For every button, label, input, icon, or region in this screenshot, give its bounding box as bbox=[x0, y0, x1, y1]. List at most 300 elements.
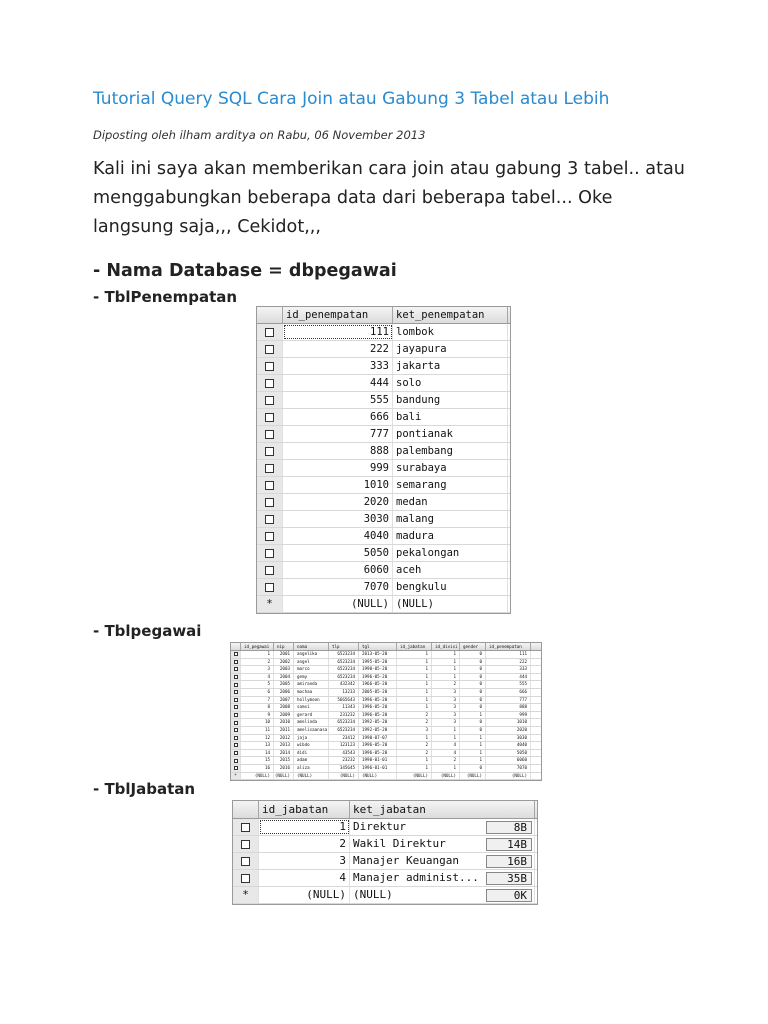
table-row bbox=[233, 836, 537, 853]
checkbox-square-icon bbox=[265, 515, 274, 524]
cell-nama[interactable]: hollymoon bbox=[294, 697, 329, 704]
cell-id-jabatan[interactable]: 2 bbox=[397, 750, 432, 757]
cell-nip[interactable]: 2010 bbox=[274, 719, 294, 726]
cell-nip[interactable]: 2007 bbox=[274, 697, 294, 704]
cell-tlp[interactable]: 6523234 bbox=[329, 659, 359, 666]
tbljabatan-grid bbox=[232, 800, 538, 905]
cell-id-divisi[interactable]: 2 bbox=[432, 757, 460, 764]
table-row bbox=[233, 870, 537, 887]
ket-jabatan-text: Manajer Keuangan bbox=[353, 854, 459, 867]
cell-tgl[interactable]: 1996-05-20 bbox=[359, 742, 397, 749]
row-selector[interactable] bbox=[231, 651, 241, 658]
cell-tlp[interactable]: 11343 bbox=[329, 704, 359, 711]
cell-tlp[interactable]: 6523234 bbox=[329, 651, 359, 658]
cell-nama[interactable]: marco bbox=[294, 666, 329, 673]
row-selector[interactable] bbox=[231, 735, 241, 742]
cell-id-pegawai[interactable]: 13 bbox=[241, 742, 274, 749]
cell-id-divisi[interactable]: (NULL) bbox=[432, 773, 460, 780]
cell-id-jabatan[interactable]: 1 bbox=[397, 666, 432, 673]
cell-id-jabatan[interactable]: 3 bbox=[259, 853, 350, 869]
table-row bbox=[233, 887, 537, 904]
post-meta: Diposting oleh ilham arditya on Rabu, 06 November 2013 bbox=[93, 128, 426, 142]
row-selector[interactable] bbox=[231, 666, 241, 673]
cell-id-divisi[interactable]: 3 bbox=[432, 719, 460, 726]
row-selector[interactable] bbox=[231, 697, 241, 704]
checkbox-square-icon bbox=[234, 660, 238, 664]
row-selector[interactable] bbox=[231, 750, 241, 757]
cell-tlp[interactable]: 6523234 bbox=[329, 719, 359, 726]
cell-id-penempatan[interactable]: (NULL) bbox=[283, 596, 393, 612]
cell-nama[interactable]: (NULL) bbox=[294, 773, 329, 780]
row-selector[interactable] bbox=[257, 562, 283, 578]
asterisk-icon: * bbox=[242, 888, 249, 901]
cell-id-penempatan[interactable]: 777 bbox=[486, 697, 531, 704]
cell-id-divisi[interactable]: 4 bbox=[432, 742, 460, 749]
cell-tlp[interactable]: 432342 bbox=[329, 681, 359, 688]
checkbox-square-icon bbox=[265, 413, 274, 422]
row-selector[interactable] bbox=[257, 545, 283, 561]
cell-id-jabatan[interactable]: 1 bbox=[397, 757, 432, 764]
cell-nama[interactable]: jaja bbox=[294, 735, 329, 742]
column-header[interactable]: id_penempatan bbox=[486, 643, 531, 650]
cell-id-penempatan[interactable]: 666 bbox=[486, 689, 531, 696]
checkbox-square-icon bbox=[234, 736, 238, 740]
table-row bbox=[231, 750, 541, 758]
row-selector[interactable] bbox=[257, 324, 283, 340]
cell-id-divisi[interactable]: 2 bbox=[432, 681, 460, 688]
cell-gender[interactable]: 0 bbox=[460, 704, 486, 711]
cell-id-penempatan[interactable]: 222 bbox=[283, 341, 393, 357]
cell-id-jabatan[interactable]: 1 bbox=[397, 704, 432, 711]
cell-id-penempatan[interactable]: (NULL) bbox=[486, 773, 531, 780]
cell-id-pegawai[interactable]: 11 bbox=[241, 727, 274, 734]
cell-id-jabatan[interactable]: (NULL) bbox=[259, 887, 350, 903]
new-row-marker[interactable] bbox=[257, 596, 283, 612]
new-row-marker[interactable] bbox=[233, 887, 259, 903]
ket-jabatan-text: Manajer administ... bbox=[353, 871, 479, 884]
cell-id-jabatan[interactable]: 1 bbox=[397, 765, 432, 772]
cell-gender[interactable]: (NULL) bbox=[460, 773, 486, 780]
cell-tlp[interactable]: 13233 bbox=[329, 689, 359, 696]
cell-id-penempatan[interactable]: 4040 bbox=[486, 742, 531, 749]
column-header[interactable]: tlp bbox=[329, 643, 359, 650]
row-selector[interactable] bbox=[257, 477, 283, 493]
cell-gender[interactable]: 0 bbox=[460, 666, 486, 673]
cell-id-jabatan[interactable]: 1 bbox=[397, 674, 432, 681]
cell-id-divisi[interactable]: 1 bbox=[432, 765, 460, 772]
cell-tgl[interactable]: 1990-07-07 bbox=[359, 735, 397, 742]
cell-nip[interactable]: 2013 bbox=[274, 742, 294, 749]
cell-id-pegawai[interactable]: 9 bbox=[241, 712, 274, 719]
column-header[interactable]: id_pegawai bbox=[241, 643, 274, 650]
cell-id-pegawai[interactable]: 10 bbox=[241, 719, 274, 726]
cell-gender[interactable]: 1 bbox=[460, 712, 486, 719]
checkbox-square-icon bbox=[265, 549, 274, 558]
cell-id-divisi[interactable]: 1 bbox=[432, 674, 460, 681]
cell-ket-jabatan[interactable] bbox=[350, 870, 535, 886]
tblpenempatan-grid bbox=[256, 306, 511, 614]
row-selector[interactable] bbox=[257, 375, 283, 391]
cell-id-jabatan[interactable]: 1 bbox=[259, 819, 350, 835]
cell-ket-penempatan[interactable]: medan bbox=[393, 494, 508, 510]
row-selector[interactable] bbox=[231, 712, 241, 719]
cell-id-jabatan[interactable]: 1 bbox=[397, 689, 432, 696]
tbljabatan-heading: - TblJabatan bbox=[93, 780, 196, 798]
cell-id-divisi[interactable]: 1 bbox=[432, 735, 460, 742]
cell-tlp[interactable]: 123123 bbox=[329, 742, 359, 749]
cell-id-penempatan[interactable]: 555 bbox=[283, 392, 393, 408]
cell-gender[interactable]: 1 bbox=[460, 750, 486, 757]
column-header[interactable]: ket_jabatan bbox=[350, 801, 535, 818]
cell-id-penempatan[interactable]: 666 bbox=[283, 409, 393, 425]
cell-id-jabatan[interactable]: 3 bbox=[397, 727, 432, 734]
cell-ket-penempatan[interactable]: madura bbox=[393, 528, 508, 544]
cell-id-penempatan[interactable]: 2020 bbox=[283, 494, 393, 510]
row-selector[interactable] bbox=[257, 358, 283, 374]
cell-id-penempatan[interactable]: 6060 bbox=[486, 757, 531, 764]
cell-nama[interactable]: mochaa bbox=[294, 689, 329, 696]
cell-tlp[interactable]: 6523234 bbox=[329, 727, 359, 734]
cell-ket-penempatan[interactable]: bandung bbox=[393, 392, 508, 408]
cell-id-penempatan[interactable]: 444 bbox=[283, 375, 393, 391]
checkbox-square-icon bbox=[234, 675, 238, 679]
checkbox-square-icon bbox=[234, 759, 238, 763]
cell-id-penempatan[interactable]: 5050 bbox=[283, 545, 393, 561]
cell-gender[interactable]: 0 bbox=[460, 651, 486, 658]
cell-id-pegawai[interactable]: 15 bbox=[241, 757, 274, 764]
cell-nip[interactable]: 2002 bbox=[274, 659, 294, 666]
checkbox-square-icon bbox=[234, 690, 238, 694]
cell-nip[interactable]: 2014 bbox=[274, 750, 294, 757]
row-selector[interactable] bbox=[231, 742, 241, 749]
cell-id-pegawai[interactable]: 14 bbox=[241, 750, 274, 757]
column-header[interactable]: id_jabatan bbox=[397, 643, 432, 650]
cell-id-pegawai[interactable]: 1 bbox=[241, 651, 274, 658]
cell-id-penempatan[interactable]: 1010 bbox=[283, 477, 393, 493]
cell-id-divisi[interactable]: 3 bbox=[432, 689, 460, 696]
cell-id-pegawai[interactable]: 5 bbox=[241, 681, 274, 688]
cell-ket-penempatan[interactable]: (NULL) bbox=[393, 596, 508, 612]
cell-nama[interactable]: amelinda bbox=[294, 719, 329, 726]
cell-ket-penempatan[interactable]: bengkulu bbox=[393, 579, 508, 595]
cell-id-pegawai[interactable]: 8 bbox=[241, 704, 274, 711]
cell-tlp[interactable]: 6523234 bbox=[329, 666, 359, 673]
cell-ket-penempatan[interactable]: lombok bbox=[393, 324, 508, 340]
cell-nama[interactable]: amelisaanasa bbox=[294, 727, 329, 734]
cell-id-jabatan[interactable]: 4 bbox=[259, 870, 350, 886]
row-selector[interactable] bbox=[233, 870, 259, 886]
row-selector[interactable] bbox=[231, 689, 241, 696]
checkbox-square-icon bbox=[234, 667, 238, 671]
cell-id-jabatan[interactable]: 2 bbox=[259, 836, 350, 852]
cell-nip[interactable]: 2001 bbox=[274, 651, 294, 658]
cell-nama[interactable]: didi bbox=[294, 750, 329, 757]
cell-id-divisi[interactable]: 3 bbox=[432, 712, 460, 719]
cell-id-penempatan[interactable]: 888 bbox=[486, 704, 531, 711]
table-row bbox=[231, 659, 541, 667]
table-row bbox=[231, 757, 541, 765]
table-row bbox=[231, 742, 541, 750]
checkbox-square-icon bbox=[265, 464, 274, 473]
checkbox-square-icon bbox=[234, 705, 238, 709]
cell-gender[interactable]: 0 bbox=[460, 719, 486, 726]
cell-nama[interactable]: adam bbox=[294, 757, 329, 764]
cell-gender[interactable]: 0 bbox=[460, 727, 486, 734]
cell-ket-penempatan[interactable]: surabaya bbox=[393, 460, 508, 476]
cell-ket-penempatan[interactable]: jakarta bbox=[393, 358, 508, 374]
table-row bbox=[257, 460, 510, 477]
cell-nip[interactable]: 2003 bbox=[274, 666, 294, 673]
row-selector[interactable] bbox=[257, 409, 283, 425]
cell-ket-penempatan[interactable]: semarang bbox=[393, 477, 508, 493]
cell-tgl[interactable]: (NULL) bbox=[359, 773, 397, 780]
cell-nip[interactable]: 2009 bbox=[274, 712, 294, 719]
cell-tgl[interactable]: 1996-05-20 bbox=[359, 674, 397, 681]
post-title-link[interactable]: Tutorial Query SQL Cara Join atau Gabung 3 Tabel atau Lebih bbox=[93, 89, 610, 109]
row-selector[interactable] bbox=[233, 853, 259, 869]
cell-ket-penempatan[interactable]: pontianak bbox=[393, 426, 508, 442]
cell-gender[interactable]: 0 bbox=[460, 659, 486, 666]
cell-tgl[interactable]: 1996-01-01 bbox=[359, 765, 397, 772]
cell-id-penempatan[interactable]: 111 bbox=[486, 651, 531, 658]
table-row bbox=[231, 727, 541, 735]
cell-nama[interactable]: gemy bbox=[294, 674, 329, 681]
cell-gender[interactable]: 0 bbox=[460, 765, 486, 772]
cell-ket-penempatan[interactable]: bali bbox=[393, 409, 508, 425]
row-selector[interactable] bbox=[257, 579, 283, 595]
cell-tgl[interactable]: 1996-05-20 bbox=[359, 697, 397, 704]
cell-nip[interactable]: 2004 bbox=[274, 674, 294, 681]
cell-ket-penempatan[interactable]: jayapura bbox=[393, 341, 508, 357]
cell-gender[interactable]: 1 bbox=[460, 735, 486, 742]
table-row bbox=[233, 853, 537, 870]
cell-ket-penempatan[interactable]: palembang bbox=[393, 443, 508, 459]
cell-id-jabatan[interactable]: 1 bbox=[397, 697, 432, 704]
cell-ket-penempatan[interactable]: solo bbox=[393, 375, 508, 391]
row-selector[interactable] bbox=[257, 460, 283, 476]
cell-ket-penempatan[interactable]: pekalongan bbox=[393, 545, 508, 561]
cell-id-penempatan[interactable]: 6060 bbox=[283, 562, 393, 578]
column-header[interactable]: ket_penempatan bbox=[393, 307, 508, 323]
row-selector[interactable] bbox=[231, 681, 241, 688]
cell-id-jabatan[interactable]: 2 bbox=[397, 712, 432, 719]
cell-tgl[interactable]: 1996-05-20 bbox=[359, 750, 397, 757]
cell-id-penempatan[interactable]: 4040 bbox=[283, 528, 393, 544]
row-selector[interactable] bbox=[257, 426, 283, 442]
column-header[interactable]: gender bbox=[460, 643, 486, 650]
grid-header bbox=[231, 643, 541, 651]
tblpegawai-grid bbox=[230, 642, 542, 781]
column-header[interactable]: id_penempatan bbox=[283, 307, 393, 323]
cell-id-penempatan[interactable]: 2020 bbox=[486, 727, 531, 734]
checkbox-square-icon bbox=[265, 447, 274, 456]
cell-id-penempatan[interactable]: 111 bbox=[283, 324, 393, 340]
cell-id-jabatan[interactable]: 1 bbox=[397, 681, 432, 688]
cell-nama[interactable]: samsi bbox=[294, 704, 329, 711]
cell-ket-jabatan[interactable] bbox=[350, 853, 535, 869]
cell-id-penempatan[interactable]: 7070 bbox=[486, 765, 531, 772]
cell-ket-jabatan[interactable] bbox=[350, 887, 535, 903]
cell-id-pegawai[interactable]: 2 bbox=[241, 659, 274, 666]
cell-tgl[interactable]: 2005-05-20 bbox=[359, 689, 397, 696]
cell-tlp[interactable]: 23232 bbox=[329, 757, 359, 764]
checkbox-square-icon bbox=[265, 430, 274, 439]
cell-nip[interactable]: 2012 bbox=[274, 735, 294, 742]
cell-nama[interactable]: aliza bbox=[294, 765, 329, 772]
table-row bbox=[231, 773, 541, 781]
cell-id-divisi[interactable]: 3 bbox=[432, 697, 460, 704]
column-header[interactable]: tgl bbox=[359, 643, 397, 650]
cell-gender[interactable]: 0 bbox=[460, 681, 486, 688]
cell-nip[interactable]: 2008 bbox=[274, 704, 294, 711]
cell-tgl[interactable]: 2013-05-20 bbox=[359, 651, 397, 658]
cell-id-jabatan[interactable]: 1 bbox=[397, 735, 432, 742]
row-selector[interactable] bbox=[231, 727, 241, 734]
cell-tlp[interactable]: (NULL) bbox=[329, 773, 359, 780]
tblpenempatan-heading: - TblPenempatan bbox=[93, 288, 238, 306]
cell-id-penempatan[interactable]: 222 bbox=[486, 659, 531, 666]
table-row bbox=[231, 674, 541, 682]
cell-nip[interactable]: (NULL) bbox=[274, 773, 294, 780]
cell-id-divisi[interactable]: 1 bbox=[432, 727, 460, 734]
cell-id-penempatan[interactable]: 3030 bbox=[283, 511, 393, 527]
new-row-marker[interactable] bbox=[231, 773, 241, 780]
cell-id-divisi[interactable]: 1 bbox=[432, 651, 460, 658]
cell-tgl[interactable]: 1992-05-20 bbox=[359, 727, 397, 734]
ket-jabatan-text: Wakil Direktur bbox=[353, 837, 446, 850]
row-selector[interactable] bbox=[231, 757, 241, 764]
row-selector[interactable] bbox=[257, 443, 283, 459]
cell-id-penempatan[interactable]: 1010 bbox=[486, 719, 531, 726]
cell-id-penempatan[interactable]: 5050 bbox=[486, 750, 531, 757]
cell-id-pegawai[interactable]: (NULL) bbox=[241, 773, 274, 780]
row-selector[interactable] bbox=[257, 511, 283, 527]
table-row bbox=[231, 697, 541, 705]
grid-corner bbox=[257, 307, 283, 323]
cell-id-pegawai[interactable]: 7 bbox=[241, 697, 274, 704]
table-row bbox=[231, 651, 541, 659]
cell-id-penempatan[interactable]: 333 bbox=[486, 666, 531, 673]
cell-tgl[interactable]: 1995-05-20 bbox=[359, 659, 397, 666]
cell-nama[interactable]: angel bbox=[294, 659, 329, 666]
cell-tlp[interactable]: 43543 bbox=[329, 750, 359, 757]
cell-id-penempatan[interactable]: 3030 bbox=[486, 735, 531, 742]
row-selector[interactable] bbox=[231, 704, 241, 711]
row-selector[interactable] bbox=[257, 528, 283, 544]
checkbox-square-icon bbox=[241, 823, 250, 832]
cell-id-penempatan[interactable]: 999 bbox=[486, 712, 531, 719]
cell-id-penempatan[interactable]: 444 bbox=[486, 674, 531, 681]
cell-nama[interactable]: angelika bbox=[294, 651, 329, 658]
cell-id-pegawai[interactable]: 6 bbox=[241, 689, 274, 696]
cell-ket-jabatan[interactable] bbox=[350, 836, 535, 852]
database-heading: - Nama Database = dbpegawai bbox=[93, 261, 397, 281]
cell-id-pegawai[interactable]: 4 bbox=[241, 674, 274, 681]
cell-id-divisi[interactable]: 4 bbox=[432, 750, 460, 757]
grid-header bbox=[257, 307, 510, 324]
row-selector[interactable] bbox=[257, 392, 283, 408]
checkbox-square-icon bbox=[234, 743, 238, 747]
cell-gender[interactable]: 1 bbox=[460, 757, 486, 764]
cell-gender[interactable]: 0 bbox=[460, 689, 486, 696]
row-selector[interactable] bbox=[233, 836, 259, 852]
cell-nip[interactable]: 2006 bbox=[274, 689, 294, 696]
cell-nama[interactable]: wibdo bbox=[294, 742, 329, 749]
cell-tgl[interactable]: 1992-05-20 bbox=[359, 719, 397, 726]
cell-gender[interactable]: 1 bbox=[460, 742, 486, 749]
cell-gender[interactable]: 0 bbox=[460, 674, 486, 681]
cell-nip[interactable]: 2005 bbox=[274, 681, 294, 688]
row-selector[interactable] bbox=[231, 659, 241, 666]
cell-id-penempatan[interactable]: 7070 bbox=[283, 579, 393, 595]
cell-id-jabatan[interactable]: 1 bbox=[397, 651, 432, 658]
cell-tgl[interactable]: 1996-05-20 bbox=[359, 704, 397, 711]
cell-id-divisi[interactable]: 3 bbox=[432, 704, 460, 711]
cell-tgl[interactable]: 1990-01-01 bbox=[359, 757, 397, 764]
cell-nama[interactable]: amiranda bbox=[294, 681, 329, 688]
cell-nip[interactable]: 2016 bbox=[274, 765, 294, 772]
cell-nama[interactable]: gerard bbox=[294, 712, 329, 719]
cell-id-penempatan[interactable]: 555 bbox=[486, 681, 531, 688]
row-selector[interactable] bbox=[231, 765, 241, 772]
cell-tgl[interactable]: 1990-05-20 bbox=[359, 666, 397, 673]
table-row bbox=[257, 596, 510, 613]
row-selector[interactable] bbox=[231, 674, 241, 681]
column-header[interactable]: nama bbox=[294, 643, 329, 650]
row-selector[interactable] bbox=[257, 494, 283, 510]
row-selector[interactable] bbox=[233, 819, 259, 835]
cell-nip[interactable]: 2011 bbox=[274, 727, 294, 734]
table-row bbox=[233, 819, 537, 836]
cell-id-pegawai[interactable]: 3 bbox=[241, 666, 274, 673]
cell-id-penempatan[interactable]: 888 bbox=[283, 443, 393, 459]
cell-ket-penempatan[interactable]: malang bbox=[393, 511, 508, 527]
column-header[interactable]: nip bbox=[274, 643, 294, 650]
cell-gender[interactable]: 0 bbox=[460, 697, 486, 704]
column-header[interactable]: id_divisi bbox=[432, 643, 460, 650]
row-selector[interactable] bbox=[231, 719, 241, 726]
ket-jabatan-text: Direktur bbox=[353, 820, 406, 833]
checkbox-square-icon bbox=[265, 532, 274, 541]
checkbox-square-icon bbox=[234, 751, 238, 755]
cell-id-jabatan[interactable]: (NULL) bbox=[397, 773, 432, 780]
cell-tlp[interactable]: 6523234 bbox=[329, 674, 359, 681]
cell-id-divisi[interactable]: 1 bbox=[432, 666, 460, 673]
cell-tlp[interactable]: 345645 bbox=[329, 765, 359, 772]
cell-tgl[interactable]: 1996-05-20 bbox=[359, 712, 397, 719]
cell-nip[interactable]: 2015 bbox=[274, 757, 294, 764]
cell-tlp[interactable]: 231232 bbox=[329, 712, 359, 719]
row-selector[interactable] bbox=[257, 341, 283, 357]
cell-id-divisi[interactable]: 1 bbox=[432, 659, 460, 666]
cell-tlp[interactable]: 23412 bbox=[329, 735, 359, 742]
cell-id-penempatan[interactable]: 777 bbox=[283, 426, 393, 442]
cell-id-jabatan[interactable]: 2 bbox=[397, 742, 432, 749]
cell-id-jabatan[interactable]: 1 bbox=[397, 659, 432, 666]
blob-size-badge: 0K bbox=[486, 889, 532, 902]
cell-ket-penempatan[interactable]: aceh bbox=[393, 562, 508, 578]
table-row bbox=[257, 545, 510, 562]
cell-id-penempatan[interactable]: 999 bbox=[283, 460, 393, 476]
column-header[interactable]: id_jabatan bbox=[259, 801, 350, 818]
cell-id-pegawai[interactable]: 16 bbox=[241, 765, 274, 772]
cell-tlp[interactable]: 5665643 bbox=[329, 697, 359, 704]
cell-tgl[interactable]: 1966-05-20 bbox=[359, 681, 397, 688]
cell-ket-jabatan[interactable] bbox=[350, 819, 535, 835]
cell-id-pegawai[interactable]: 12 bbox=[241, 735, 274, 742]
cell-id-jabatan[interactable]: 2 bbox=[397, 719, 432, 726]
cell-id-penempatan[interactable]: 333 bbox=[283, 358, 393, 374]
